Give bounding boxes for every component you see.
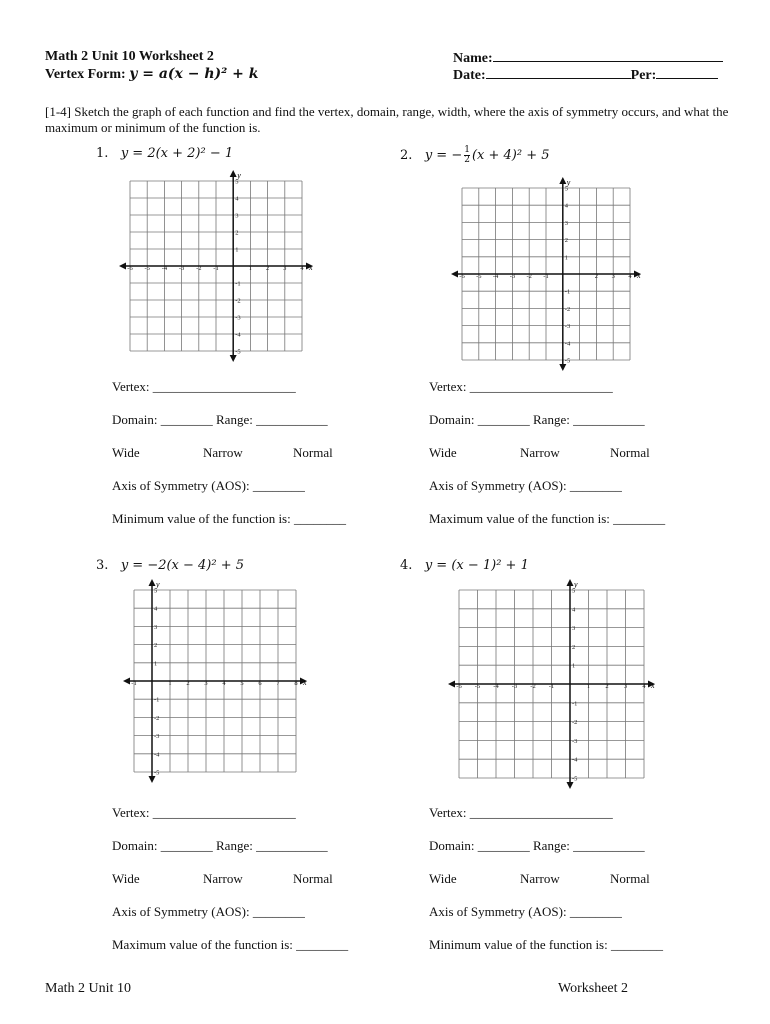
equation-suffix: (x + 4)² + 5 [471,148,550,163]
x-tick-label: 5 [240,680,244,687]
width-option-narrow[interactable]: Narrow [203,871,243,886]
name-field[interactable] [453,49,723,67]
problem-number: 2. [400,148,413,163]
y-tick-label: 4 [154,605,158,613]
domain-range-row[interactable] [112,838,328,854]
vertex-prompt[interactable]: Vertex: ______________________ [112,805,296,820]
x-tick-label: 3 [611,273,615,280]
y-axis-arrow-up [149,579,156,586]
y-tick-label: -1 [154,696,160,704]
y-tick-label: 2 [572,643,576,651]
x-tick-label: 2 [605,683,609,690]
y-tick-label: 2 [235,229,239,237]
coordinate-grid[interactable] [442,574,662,796]
y-tick-label: 2 [154,642,158,650]
x-tick-label: -2 [196,265,202,272]
y-tick-label: -1 [572,700,578,708]
problem-1-heading [96,146,233,161]
x-tick-label: -4 [161,265,168,272]
x-tick-label: -6 [456,683,462,690]
y-axis-arrow-down [559,364,566,371]
x-tick-label: 2 [265,265,270,272]
y-tick-label: 5 [235,178,239,186]
y-axis-arrow-up [230,170,237,177]
y-tick-label: 3 [154,623,158,631]
coordinate-grid[interactable] [120,574,320,788]
aos-prompt[interactable]: Axis of Symmetry (AOS): ________ [112,478,305,493]
vertex-prompt[interactable]: Vertex: ______________________ [112,379,296,394]
x-tick-label: 4 [642,683,646,690]
name-blank[interactable] [493,49,723,62]
fraction [464,146,470,165]
width-option-wide[interactable]: Wide [429,445,457,460]
x-tick-label: 6 [258,680,262,687]
y-tick-label: -5 [572,775,578,783]
vertex-form-heading [45,66,258,83]
y-tick-label: -1 [564,288,571,296]
width-option-normal[interactable]: Normal [293,871,333,886]
problem-number: 3. [96,558,109,573]
y-tick-label: 5 [572,587,576,595]
domain-prompt[interactable]: Domain: ________ [112,412,213,427]
width-option-narrow[interactable]: Narrow [520,445,560,460]
y-axis-arrow-down [149,776,156,783]
y-tick-label: -3 [564,323,571,331]
y-axis-label: y [237,171,241,180]
y-tick-label: -3 [154,733,160,741]
y-axis-arrow-down [230,355,237,362]
y-tick-label: 3 [564,219,569,227]
coordinate-grid[interactable] [116,165,316,365]
x-tick-label: 3 [204,680,208,687]
y-tick-label: -5 [154,769,160,777]
x-tick-label: -3 [178,265,185,272]
y-tick-label: -3 [572,737,578,745]
y-axis-label: y [574,580,578,589]
domain-prompt[interactable]: Domain: ________ [429,838,530,853]
problem-equation: y = −2(x − 4)² + 5 [120,558,245,573]
x-tick-label: -4 [492,273,499,280]
x-tick-label: 4 [628,273,632,280]
vertex-form-formula: y = a(x − h)² + k [129,66,259,82]
x-axis-arrow-left [119,263,126,270]
x-tick-label: -3 [509,273,516,280]
range-prompt[interactable]: Range: ___________ [216,412,328,427]
y-tick-label: 3 [572,625,576,633]
y-axis-arrow-up [567,579,574,586]
y-axis-label: y [156,580,160,589]
width-option-normal[interactable]: Normal [293,445,333,460]
name-label: Name: [453,51,493,66]
vertex-form-label: Vertex Form: [45,67,126,82]
x-tick-label: 8 [294,680,298,687]
x-axis-label: x [303,678,307,687]
problem-equation: y = 2(x + 2)² − 1 [120,146,234,161]
width-option-normal[interactable]: Normal [610,445,650,460]
x-tick-label: -1 [543,273,549,280]
y-tick-label: -1 [235,280,241,288]
domain-range-row[interactable] [429,412,645,428]
x-tick-label: -2 [526,273,532,280]
extremum-prompt[interactable]: Minimum value of the function is: ________ [429,937,663,952]
fraction-numerator: 1 [464,145,470,155]
x-axis-arrow-left [448,681,455,688]
vertex-prompt[interactable]: Vertex: ______________________ [429,805,613,820]
x-tick-label: 4 [222,680,226,687]
domain-prompt[interactable]: Domain: ________ [112,838,213,853]
problem-4-heading [400,558,529,573]
x-axis-label: x [637,271,641,280]
footer-left: Math 2 Unit 10 [45,981,131,996]
width-option-normal[interactable]: Normal [610,871,650,886]
x-tick-label: -4 [493,683,499,690]
x-tick-label: -6 [459,273,465,280]
y-tick-label: 1 [235,246,239,254]
range-prompt[interactable]: Range: ___________ [533,412,645,427]
per-blank[interactable] [656,66,718,79]
y-tick-label: -2 [564,305,571,313]
x-axis-arrow-left [451,271,458,278]
aos-prompt[interactable]: Axis of Symmetry (AOS): ________ [112,904,305,919]
x-tick-label: -1 [213,265,219,272]
y-tick-label: -4 [235,331,241,339]
y-tick-label: -2 [154,714,160,722]
x-tick-label: -5 [144,265,150,272]
extremum-prompt[interactable]: Minimum value of the function is: ________ [112,511,346,526]
domain-prompt[interactable]: Domain: ________ [429,412,530,427]
worksheet-title: Math 2 Unit 10 Worksheet 2 [45,49,214,64]
x-axis-label: x [309,263,313,272]
width-option-wide[interactable]: Wide [112,871,140,886]
x-tick-label: 2 [594,273,599,280]
x-tick-label: 4 [300,265,304,272]
extremum-prompt[interactable]: Maximum value of the function is: ________ [112,937,349,952]
problem-equation: y = (x − 1)² + 1 [424,558,529,573]
y-tick-label: 3 [235,212,239,220]
width-option-narrow[interactable]: Narrow [520,871,560,886]
y-tick-label: -3 [235,314,241,322]
width-option-wide[interactable]: Wide [112,445,140,460]
vertex-prompt[interactable]: Vertex: ______________________ [429,379,613,394]
y-tick-label: -4 [564,340,571,348]
x-tick-label: -5 [476,273,482,280]
x-tick-label: 2 [186,680,190,687]
x-axis-arrow-left [123,678,130,685]
date-label: Date: [453,68,486,83]
y-tick-label: 4 [564,202,569,210]
y-axis-arrow-up [559,177,566,184]
y-tick-label: 2 [564,237,569,245]
width-option-narrow[interactable]: Narrow [203,445,243,460]
instructions: [1-4] Sketch the graph of each function and find the vertex, domain, range, width, where the axis of symmetry occurs, and what the maximum or minimum of the function is. [45,104,729,135]
aos-prompt[interactable]: Axis of Symmetry (AOS): ________ [429,904,622,919]
x-tick-label: 1 [168,680,172,687]
problem-3-heading [96,558,244,573]
x-axis-label: x [651,681,655,690]
coordinate-grid[interactable] [448,172,648,374]
x-tick-label: 1 [586,683,591,690]
y-tick-label: 4 [235,195,239,203]
x-tick-label: 1 [248,265,253,272]
x-tick-label: -1 [548,683,555,690]
width-option-wide[interactable]: Wide [429,871,457,886]
y-tick-label: 5 [564,185,569,193]
x-tick-label: -5 [474,683,481,690]
problem-number: 1. [96,146,109,161]
y-tick-label: 1 [154,660,158,668]
aos-prompt[interactable]: Axis of Symmetry (AOS): ________ [429,478,622,493]
extremum-prompt[interactable]: Maximum value of the function is: ________ [429,511,666,526]
x-tick-label: 3 [623,683,628,690]
y-axis-arrow-down [567,782,574,789]
equation-prefix: y = − [424,148,463,163]
y-tick-label: 1 [572,662,576,670]
y-tick-label: 1 [564,254,569,262]
y-tick-label: 4 [572,606,576,614]
domain-range-row[interactable] [429,838,645,854]
y-tick-label: -2 [235,297,241,305]
y-tick-label: -2 [572,719,578,727]
y-axis-label: y [566,178,571,187]
y-tick-label: -4 [572,756,578,764]
x-tick-label: -6 [127,265,133,272]
fraction-denominator: 2 [464,155,470,165]
footer-right: Worksheet 2 [558,981,629,996]
y-tick-label: 5 [154,587,158,595]
y-tick-label: -5 [235,348,241,356]
problem-number: 4. [400,558,413,573]
per-label: Per: [630,68,657,83]
x-tick-label: 3 [283,265,287,272]
problem-2-heading [400,146,550,165]
range-prompt[interactable]: Range: ___________ [533,838,645,853]
x-tick-label: -2 [530,683,536,690]
date-per-row [453,66,718,84]
x-tick-label: 7 [276,680,280,687]
x-tick-label: -1 [131,680,137,687]
domain-range-row[interactable] [112,412,328,428]
y-tick-label: -4 [154,751,160,759]
y-tick-label: -5 [564,357,571,365]
x-tick-label: -3 [511,683,518,690]
range-prompt[interactable]: Range: ___________ [216,838,328,853]
date-blank[interactable] [486,66,631,79]
